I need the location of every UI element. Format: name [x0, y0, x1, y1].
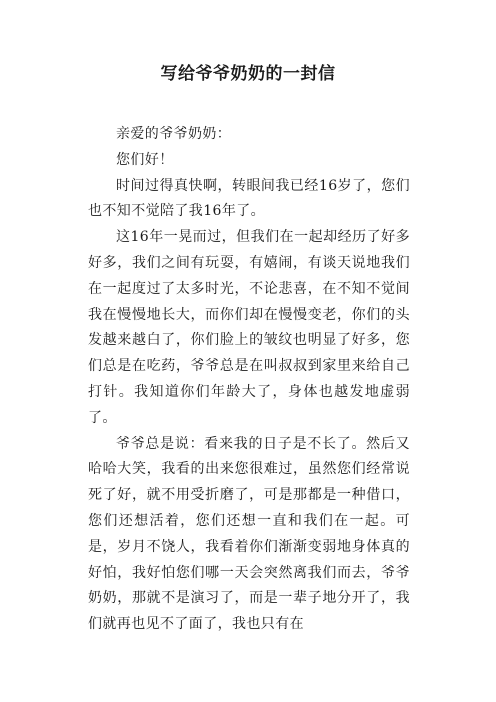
paragraph-3: 爷爷总是说：看来我的日子是不长了。然后又哈哈大笑，我看的出来您很难过，虽然您们经常说死了好，就不用受折磨了，可是那都是一种借口，您们还想活着，您们还想一直和我们在一起。可是，岁月不饶人，我看着你们渐渐变弱地身体真的好怕，我好怕您们哪一天会突然离我们而去，爷爷奶奶，那就不是演习了，而是一辈子地分开了，我们就再也见不了面了，我也只有在: [88, 435, 410, 633]
paragraph-1: 时间过得真快啊，转眼间我已经16岁了，您们也不知不觉陪了我16年了。: [88, 177, 410, 220]
greeting: 您们好！: [116, 151, 174, 168]
paragraph-2: 这16年一晃而过，但我们在一起却经历了好多好多，我们之间有玩耍，有嬉闹，有谈天说地我们在一起度过了太多时光，不论悲喜，在不知不觉间我在慢慢地长大，而你们却在慢慢变老，你们的头发越来越白了，你们脸上的皱纹也明显了好多，您们总是在吃药，爷爷总是在叫叔叔到家里来给自己打针。我知道你们年龄大了，身体也越发地虚弱了。: [88, 229, 410, 426]
document-title: 写给爷爷奶奶的一封信: [160, 64, 336, 84]
salutation: 亲爱的爷爷奶奶：: [116, 126, 232, 142]
letter-body: [88, 122, 410, 638]
